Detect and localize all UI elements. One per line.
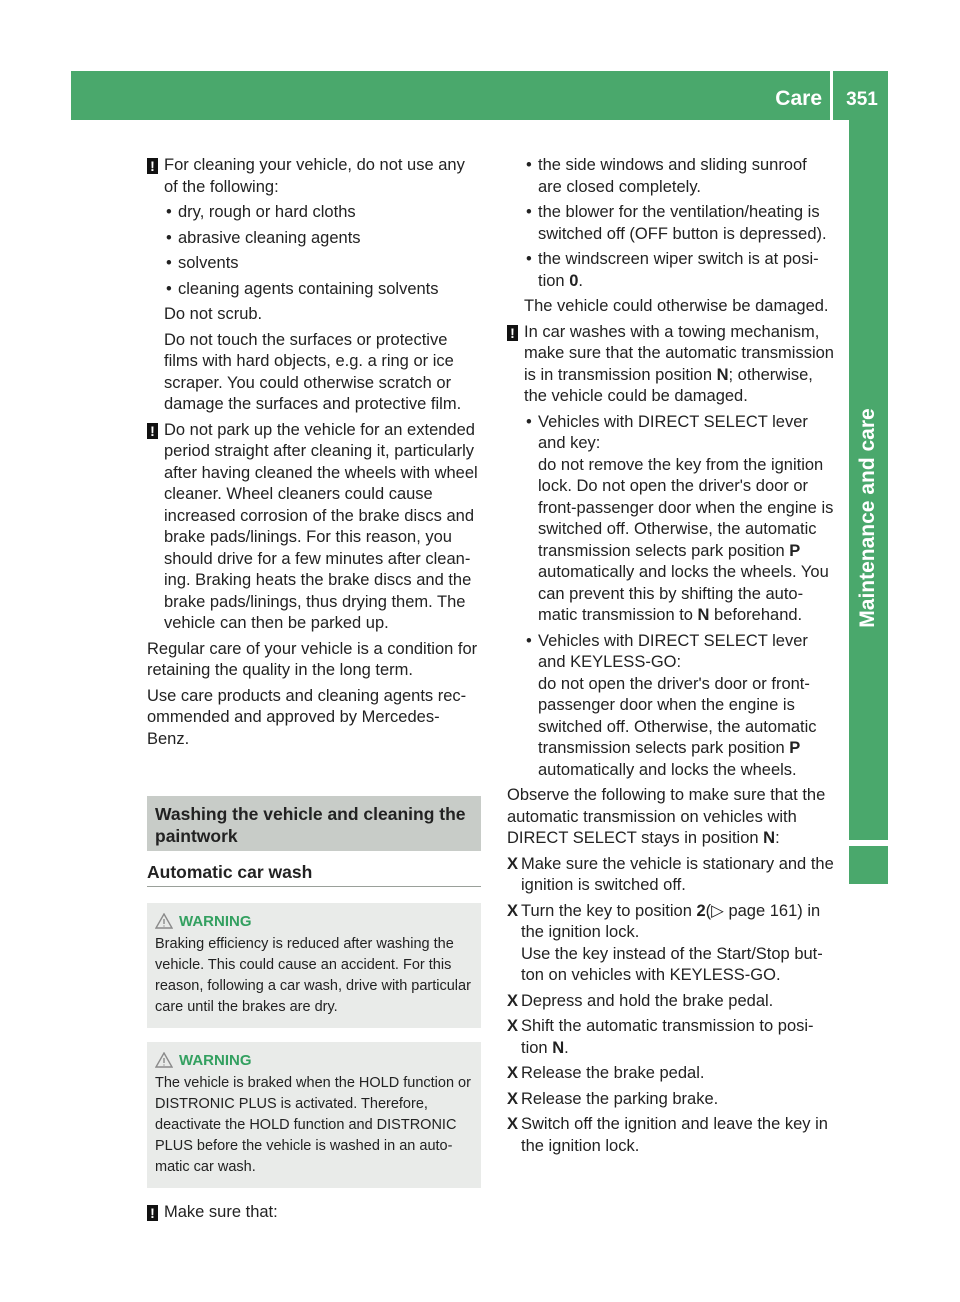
header-section-title: Care — [775, 87, 822, 110]
value: 2 — [696, 901, 706, 920]
notice-towing — [507, 322, 835, 408]
step-text: Make sure the vehicle is stationary and the ignition is switched off. — [521, 854, 834, 894]
text: automatically and locks the wheels. — [538, 760, 797, 779]
value: N — [697, 606, 710, 624]
value: P — [789, 541, 801, 560]
list-item: • abrasive cleaning agents — [164, 228, 481, 250]
item-text — [538, 674, 835, 782]
list-item — [524, 249, 835, 292]
exclamation-icon: ! — [507, 325, 518, 341]
paragraph: The vehicle could otherwise be damaged. — [524, 297, 829, 315]
warning-title-text: WARNING — [179, 1052, 252, 1069]
list-item: • dry, rough or hard cloths — [164, 202, 481, 224]
text: do not open the driver's door or front-passenger door when the engine is switched off. Otherwise, the automatic transmission selects park position — [538, 674, 817, 757]
item-text — [538, 455, 835, 627]
step-item — [507, 1089, 835, 1111]
list-item — [524, 412, 835, 627]
text: automatically and locks the wheels. You can prevent this by shifting the auto-matic transmission to — [538, 563, 829, 624]
text: do not remove the key from the ignition lock. Do not open the driver's door or front-passenger door when the engine is switched off. Otherwise, the automatic transmission selects park position — [538, 455, 834, 560]
warning-title — [155, 911, 473, 932]
list-item: • cleaning agents containing solvents — [164, 279, 481, 301]
step-item — [507, 901, 835, 987]
text: ; otherwise, the vehicle could be damaged. — [524, 365, 813, 405]
paragraph: Use care products and cleaning agents rec-ommended and approved by Mercedes-Benz. — [147, 686, 467, 748]
warning-triangle-icon — [155, 1052, 173, 1068]
warning-box — [147, 903, 481, 1028]
text: Turn the key to position — [521, 901, 697, 920]
step-marker-icon: X — [507, 1115, 519, 1133]
subheading: Automatic car wash — [147, 861, 481, 887]
direct-select-list — [507, 412, 835, 782]
warning-text: The vehicle is braked when the HOLD function or DISTRONIC PLUS is activated. Therefore, deactivate the HOLD function and DISTRONIC PLUS before the vehicle is washed in an auto-matic car wash. — [155, 1075, 471, 1175]
item-label: • Vehicles with DIRECT SELECT lever and KEYLESS-GO: — [538, 631, 808, 671]
step-item — [507, 991, 835, 1013]
text: the windscreen wiper switch is at posi-tion — [538, 250, 819, 290]
step-marker-icon: X — [507, 901, 519, 920]
step-item — [507, 1114, 835, 1157]
value: N — [716, 365, 729, 384]
notice-text: Make sure that: — [164, 1203, 278, 1221]
text: . — [564, 1038, 569, 1057]
step-item — [507, 1016, 835, 1059]
left-column — [147, 155, 481, 1228]
section-heading: Washing the vehicle and cleaning the paintwork — [147, 796, 481, 851]
text: : — [775, 829, 780, 847]
warning-triangle-icon — [155, 913, 173, 929]
notice-text: For cleaning your vehicle, do not use any of the following: — [164, 156, 465, 196]
warning-text: Braking efficiency is reduced after washing the vehicle. This could cause an accident. For this reason, following a car wash, drive with particular care until the brakes are dry. — [155, 936, 471, 1015]
avoid-list — [147, 202, 481, 300]
step-marker-icon: X — [507, 1017, 519, 1035]
warning-box — [147, 1042, 481, 1188]
list-item: • the side windows and sliding sunroof are closed completely. — [524, 155, 835, 198]
step-extra-text: Use the key instead of the Start/Stop but-ton on vehicles with KEYLESS-GO. — [521, 944, 823, 984]
paragraph: Regular care of your vehicle is a condition for retaining the quality in the long term. — [147, 639, 478, 679]
value: 0 — [569, 271, 579, 290]
step-item — [507, 1063, 835, 1085]
paragraph — [507, 785, 835, 850]
list-item: • solvents — [164, 253, 481, 275]
notice-make-sure — [147, 1202, 481, 1224]
step-marker-icon: X — [507, 854, 519, 873]
notice-text: Do not park up the vehicle for an extended period straight after cleaning it, particularly after having cleaned the wheels with wheel cleaner. Wheel cleaners could cause increased corrosion of the brake discs and brake pads/linings. For this reason, you should drive for a few minutes after clean-ing. Braking heats the brake discs and the brake pads/linings, thus drying them. The vehicle can then be parked up. — [164, 420, 478, 632]
step-text: Depress and hold the brake pedal. — [521, 991, 774, 1010]
list-item — [524, 631, 835, 782]
value: N — [552, 1038, 565, 1057]
make-sure-list — [507, 155, 835, 292]
step-text: Switch off the ignition and leave the key in the ignition lock. — [521, 1115, 828, 1155]
item-label: • Vehicles with DIRECT SELECT lever and key: — [538, 412, 808, 452]
text: Observe the following to make sure that the automatic transmission on vehicles with DIRECT SELECT stays in position — [507, 786, 826, 847]
notice-parking — [147, 420, 481, 635]
notice-cleaning — [147, 155, 481, 198]
value: P — [789, 739, 801, 757]
step-marker-icon: X — [507, 991, 519, 1010]
exclamation-icon: ! — [147, 1205, 158, 1221]
page-reference[interactable]: page 161) in the ignition lock. — [521, 901, 821, 941]
text: Shift the automatic transmission to posi-tion — [521, 1017, 814, 1057]
value: N — [763, 829, 776, 847]
warning-title — [155, 1050, 473, 1071]
right-column — [507, 155, 835, 1161]
text: . — [578, 271, 583, 290]
paragraph: Do not touch the surfaces or protective films with hard objects, e.g. a ring or ice scraper. You could otherwise scratch or damage the surfaces and protective film. — [164, 330, 462, 413]
text: In car washes with a towing mechanism, make sure that the automatic transmission is in transmission position — [524, 322, 834, 384]
warning-title-text: WARNING — [179, 913, 252, 930]
text: beforehand. — [709, 606, 803, 624]
side-tab-block — [849, 846, 888, 884]
side-tab-label: Maintenance and care — [856, 408, 879, 628]
paragraph: Do not scrub. — [164, 305, 263, 323]
step-marker-icon: X — [507, 1089, 519, 1108]
step-text: Release the brake pedal. — [521, 1064, 705, 1082]
page-ref-arrow-icon: ▷ — [711, 901, 724, 920]
header-separator — [830, 71, 833, 120]
text: ( — [705, 901, 712, 920]
list-item: • the blower for the ventilation/heating is switched off (OFF button is depressed). — [524, 202, 835, 245]
exclamation-icon: ! — [147, 423, 158, 439]
step-marker-icon: X — [507, 1064, 519, 1082]
exclamation-icon: ! — [147, 158, 158, 174]
step-item — [507, 854, 835, 897]
step-text: Release the parking brake. — [521, 1089, 719, 1108]
page-number: 351 — [846, 89, 878, 110]
